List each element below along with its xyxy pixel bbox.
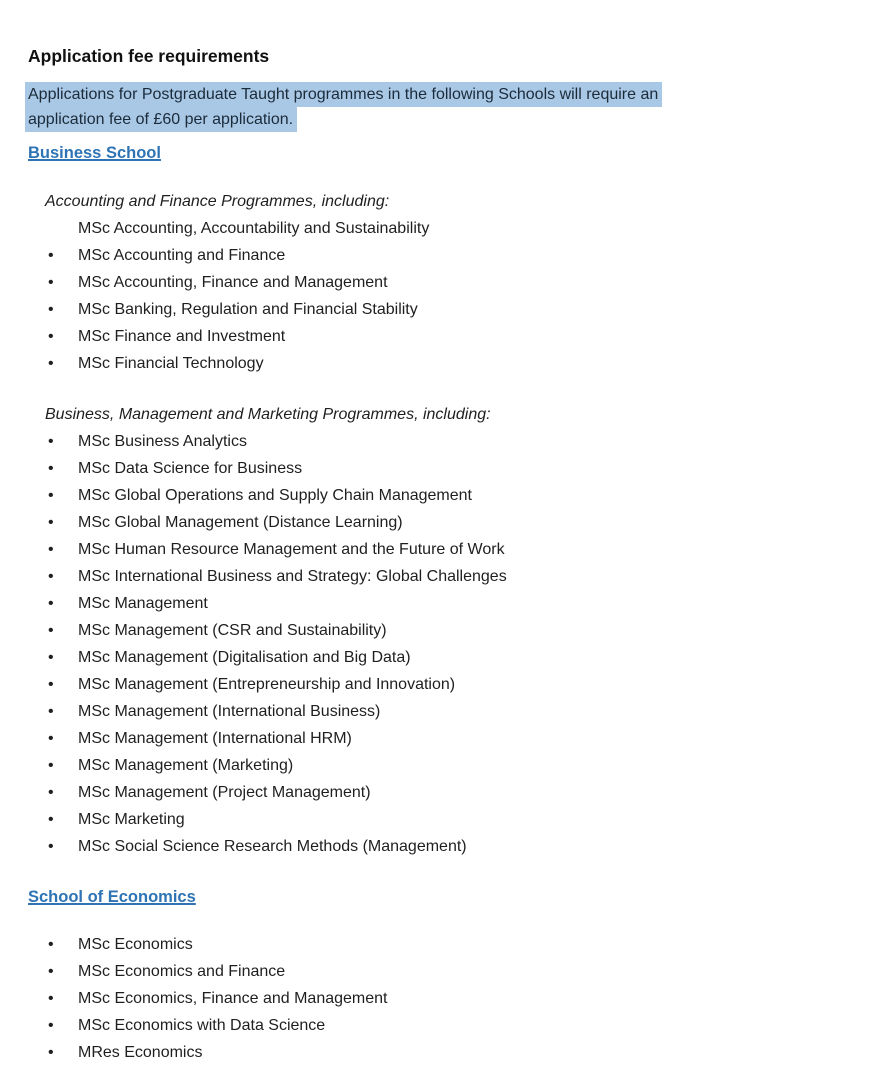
programme-item: • MSc Business Analytics [45,428,831,455]
programme-item: • MSc Management (Marketing) [45,752,831,779]
programme-item: • MSc Management (International HRM) [45,725,831,752]
programme-item: • MSc Economics and Finance [45,958,831,985]
programme-item: • MSc Financial Technology [45,350,831,377]
programme-item: • MRes Economics [45,1039,831,1066]
programme-item: • MSc Marketing [45,806,831,833]
school-of-economics-section [45,931,831,1066]
programme-item: • MSc Banking, Regulation and Financial Stability [45,296,831,323]
highlighted-text-line-2: application fee of £60 per application. [25,107,297,132]
programme-item: • MSc International Business and Strategy: Global Challenges [45,563,831,590]
programme-item: • MSc Human Resource Management and the Future of Work [45,536,831,563]
programme-item: • MSc Management (Entrepreneurship and Innovation) [45,671,831,698]
accounting-finance-programme-list [45,215,831,377]
school-of-economics-link-row [28,888,831,907]
programme-item: • MSc Management (Digitalisation and Big Data) [45,644,831,671]
programme-item: • MSc Economics [45,931,831,958]
business-management-marketing-programme-list [45,428,831,860]
programme-item: MSc Accounting, Accountability and Sustainability [78,220,430,237]
business-school-link[interactable]: Business School [28,144,161,162]
section-heading-accounting-finance: Accounting and Finance Programmes, including: [45,193,390,210]
business-school-link-row [28,144,831,163]
programme-item: • MSc Data Science for Business [45,455,831,482]
accounting-finance-section [45,188,831,377]
section-heading-business-management-marketing: Business, Management and Marketing Programmes, including: [45,406,491,423]
programme-item: • MSc Management (International Business) [45,698,831,725]
programme-item: • MSc Economics, Finance and Management [45,985,831,1012]
programme-item: • MSc Finance and Investment [45,323,831,350]
programme-item: • MSc Management (CSR and Sustainability) [45,617,831,644]
programme-item: • MSc Accounting, Finance and Management [45,269,831,296]
programme-item: • MSc Global Operations and Supply Chain Management [45,482,831,509]
school-of-economics-link[interactable]: School of Economics [28,888,196,906]
economics-programme-list [45,931,831,1066]
business-management-marketing-section [45,401,831,860]
highlighted-text-line-1: Applications for Postgraduate Taught programmes in the following Schools will require an [25,82,662,107]
programme-item: • MSc Management [45,590,831,617]
programme-item: • MSc Accounting and Finance [45,242,831,269]
programme-item: • MSc Management (Project Management) [45,779,831,806]
programme-item: • MSc Economics with Data Science [45,1012,831,1039]
intro-paragraph [28,82,831,132]
programme-item: • MSc Social Science Research Methods (Management) [45,833,831,860]
page-title: Application fee requirements [28,46,270,66]
programme-item: • MSc Global Management (Distance Learning) [45,509,831,536]
